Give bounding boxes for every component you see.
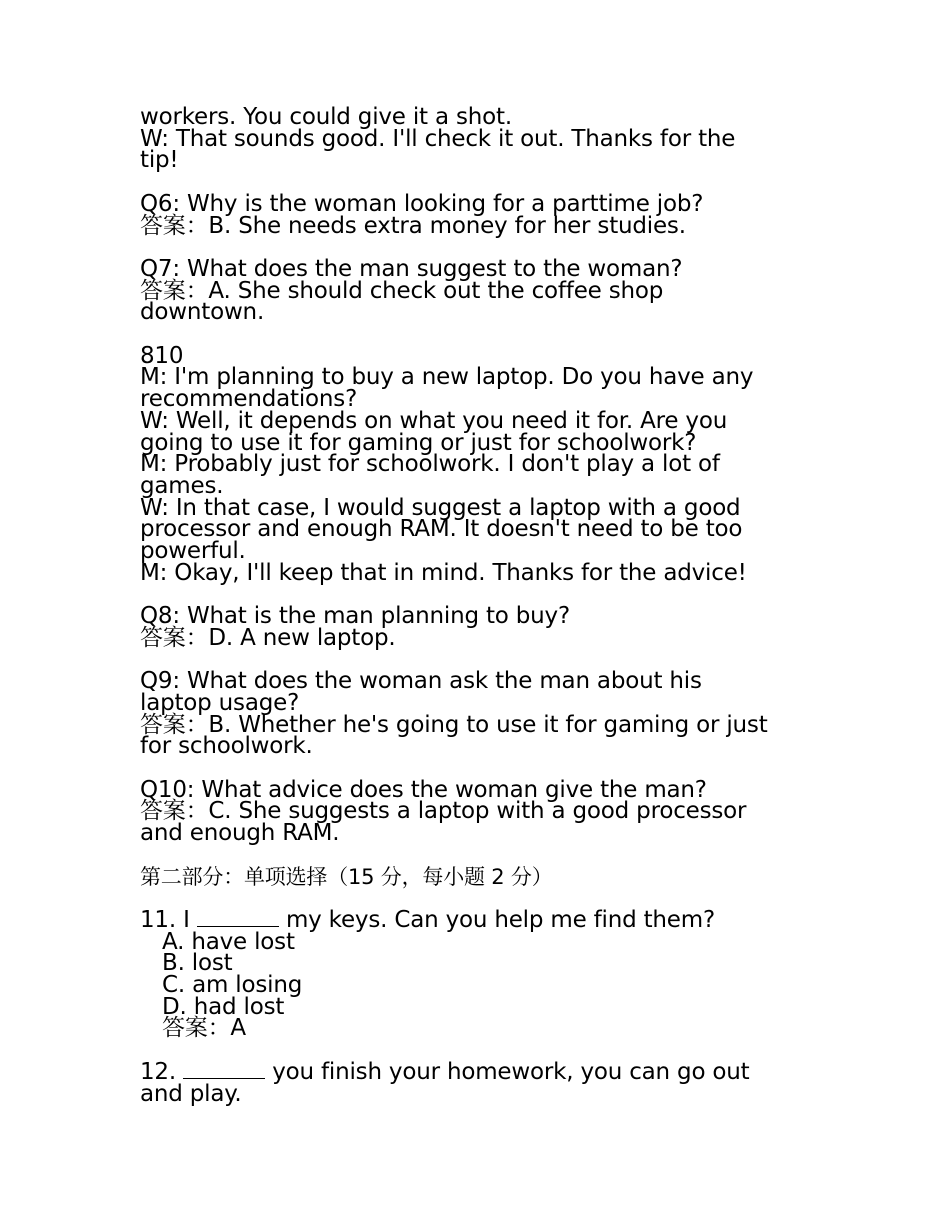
q7-question: Q7: What does the man suggest to the woman? [140,255,683,282]
dialogue-line: W: That sounds good. I'll check it out. Thanks for the [140,125,736,152]
q9-answer: 答案：B. Whether he's going to use it for gaming or just [140,711,768,738]
q9-answer: for schoolwork. [140,733,313,760]
dialogue-number: 810 [140,342,184,369]
dialogue-line: processor and enough RAM. It doesn't need to be too [140,516,743,543]
dialogue-line: powerful. [140,538,246,565]
dialogue-line: M: Probably just for schoolwork. I don't play a lot of [140,451,720,478]
dialogue-line: going to use it for gaming or just for schoolwork? [140,429,697,456]
answer-blank [183,1064,265,1079]
q10-answer: 答案：C. She suggests a laptop with a good processor [140,798,747,825]
q11-option-a: A. have lost [162,928,295,955]
q10-answer: and enough RAM. [140,820,340,847]
q11-answer: 答案：A [162,1015,246,1042]
answer-blank [197,912,279,927]
q12-question [140,1058,820,1085]
q11-option-c: C. am losing [162,972,303,998]
document-page [140,104,820,1107]
q11-prefix: 11. I [140,906,190,933]
dialogue-line: tip! [140,147,179,174]
q7-answer: 答案：A. She should check out the coffee shop [140,277,664,304]
q12-question-line2: and play. [140,1080,242,1107]
q12-prefix: 12. [140,1058,176,1085]
q6-answer: 答案：B. She needs extra money for her studies. [140,212,686,239]
q11-suffix: my keys. Can you help me find them? [285,906,715,933]
section-title: 第二部分：单项选择（15 分，每小题 2 分） [140,864,553,889]
q9-question: Q9: What does the woman ask the man about his [140,668,702,695]
q12-suffix: you finish your homework, you can go out [272,1058,750,1085]
dialogue-line: W: Well, it depends on what you need it for. Are you [140,407,728,434]
q10-question: Q10: What advice does the woman give the man? [140,776,707,803]
dialogue-line: games. [140,472,224,499]
dialogue-line: M: I'm planning to buy a new laptop. Do you have any [140,364,754,391]
dialogue-line: recommendations? [140,386,358,413]
q11-option-b: B. lost [162,950,233,977]
q6-question: Q6: Why is the woman looking for a parttime job? [140,190,704,217]
q11-option-d: D. had lost [162,993,285,1020]
dialogue-line: workers. You could give it a shot. [140,104,512,130]
dialogue-line: M: Okay, I'll keep that in mind. Thanks for the advice! [140,559,747,586]
q7-answer: downtown. [140,299,265,326]
q8-answer: 答案：D. A new laptop. [140,624,396,651]
q9-question: laptop usage? [140,689,300,716]
dialogue-line: W: In that case, I would suggest a laptop with a good [140,494,741,521]
q8-question: Q8: What is the man planning to buy? [140,603,570,630]
